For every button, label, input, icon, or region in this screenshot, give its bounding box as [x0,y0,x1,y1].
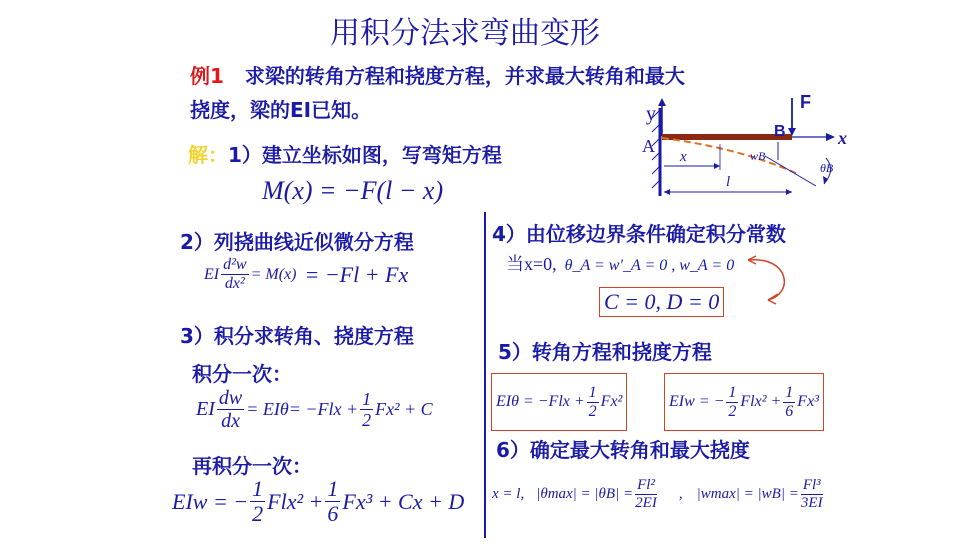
defl-fraction-1 [250,478,265,525]
max-at-x: x = l, [492,486,525,502]
w-max-expression: |wmax| = |wB| = [696,486,799,502]
x-axis-arrowhead [826,133,835,141]
defl-fraction-2 [325,478,340,525]
defl-eq-lhs: EIw = − [172,488,249,514]
fraction-denominator: 6 [327,501,339,526]
label-x-axis: x [838,128,847,148]
y-axis-arrowhead [658,98,666,106]
defl-final-mid: Flx² + [740,393,782,410]
one-half-fraction [360,390,373,429]
diff-eq-ei: EI [204,265,220,283]
l-dimension-arrowhead-left [664,189,670,195]
example-text-line1: 求梁的转角方程和挠度方程，并求最大转角和最大 [244,64,685,88]
dw-numerator: dw [218,387,243,409]
defl-final-fraction-2 [783,385,795,420]
fraction-numerator: 1 [327,476,339,501]
theta-max-expression: |θmax| = |θB| = [536,486,634,502]
deflection-integration-equation [172,478,464,525]
label-theta-b: θB [820,161,834,175]
dw-dx-fraction [217,388,244,431]
label-b: B [774,123,786,140]
fraction-denominator: 2 [362,410,372,430]
step5-text: 5）转角方程和挠度方程 [498,340,712,364]
fraction-denominator: 2EI [635,495,657,511]
defl-final-lhs: EIw = − [669,393,725,410]
step4-text: 4）由位移边界条件确定积分常数 [492,222,786,246]
defl-eq-middle: Flx² + [267,488,324,514]
beam [662,134,792,140]
moment-equation: M(x) = −F(l − x) [262,176,444,205]
boundary-condition-equation: θ_A = w′_A = 0 , w_A = 0 [564,257,735,274]
fraction-numerator: 1 [785,383,794,401]
max-values-equation [492,478,825,511]
label-a: A [642,136,655,156]
diff-eq-rhs: = −Fl + Fx [304,261,409,287]
fraction-denominator: 2 [728,402,737,420]
slope-eq-ei: EI [196,398,215,420]
fraction-denominator: 3EI [800,495,823,511]
step3-text: 3）积分求转角、挠度方程 [180,324,414,348]
slope-eq-tail: Fx² + C [375,399,433,419]
diff-eq-middle: = M(x) [250,265,297,283]
fraction-numerator: 1 [362,389,372,409]
fraction-denominator: 2 [588,402,597,420]
fraction-denominator: 2 [252,501,264,526]
dx-denominator: dx [221,410,240,432]
slope-final-tail: Fx² [600,393,623,410]
d2w-dx2-fraction [221,257,248,292]
fraction-numerator: 1 [252,476,264,501]
boundary-prefix: 当x=0, [506,254,557,274]
step6-text: 6）确定最大转角和最大挠度 [496,438,750,462]
fraction-denominator: 6 [785,402,794,420]
separator-comma: , [678,486,683,502]
second-integration-label: 再积分一次： [192,454,312,478]
label-wb: wB [750,149,766,163]
label-x-dimension: x [680,149,687,165]
defl-final-fraction-1 [726,385,738,420]
slope-final-fraction [587,385,599,420]
d2w-numerator: d²w [223,256,247,273]
example-text-line2: 挠度，梁的EI已知。 [190,98,372,122]
example-label: 例1 [190,64,224,88]
slope-equation-box [491,373,627,431]
solution-label: 解： [188,143,228,167]
slope-integration-equation [196,388,433,431]
example-statement [190,60,685,89]
defl-eq-tail: Fx³ + Cx + D [342,488,465,514]
label-l: l [726,174,731,190]
label-y: y [646,103,656,125]
cantilever-beam-diagram [630,88,866,206]
slope-eq-middle: = EIθ= −Flx + [246,399,359,419]
step2-text: 2）列挠曲线近似微分方程 [180,230,414,254]
differential-equation [204,257,408,292]
boundary-conditions [506,250,734,276]
fraction-numerator: 1 [728,383,737,401]
defl-final-tail: Fx³ [797,393,819,410]
fraction-numerator: Fl² [637,477,655,493]
l-dimension-arrowhead-right [786,189,792,195]
column-divider [484,212,486,538]
tangent-line [765,156,816,186]
fraction-numerator: 1 [588,383,597,401]
w-max-fraction [801,478,823,511]
boundary-arrow [740,250,800,306]
step1-text: 1）建立坐标如图，写弯矩方程 [228,143,502,167]
integration-constants-box: C = 0, D = 0 [599,287,724,317]
label-f: F [800,92,811,112]
first-integration-label: 积分一次： [192,362,292,386]
fraction-numerator: Fl³ [802,477,821,493]
deflection-equation-box [664,373,824,431]
step1-line [188,139,502,168]
x-dimension-arrowhead [714,163,720,169]
dx2-denominator: dx² [224,275,245,292]
theta-max-fraction [635,478,657,511]
page-title: 用积分法求弯曲变形 [330,16,600,51]
slope-final-lhs: EIθ = −Flx + [496,393,585,410]
